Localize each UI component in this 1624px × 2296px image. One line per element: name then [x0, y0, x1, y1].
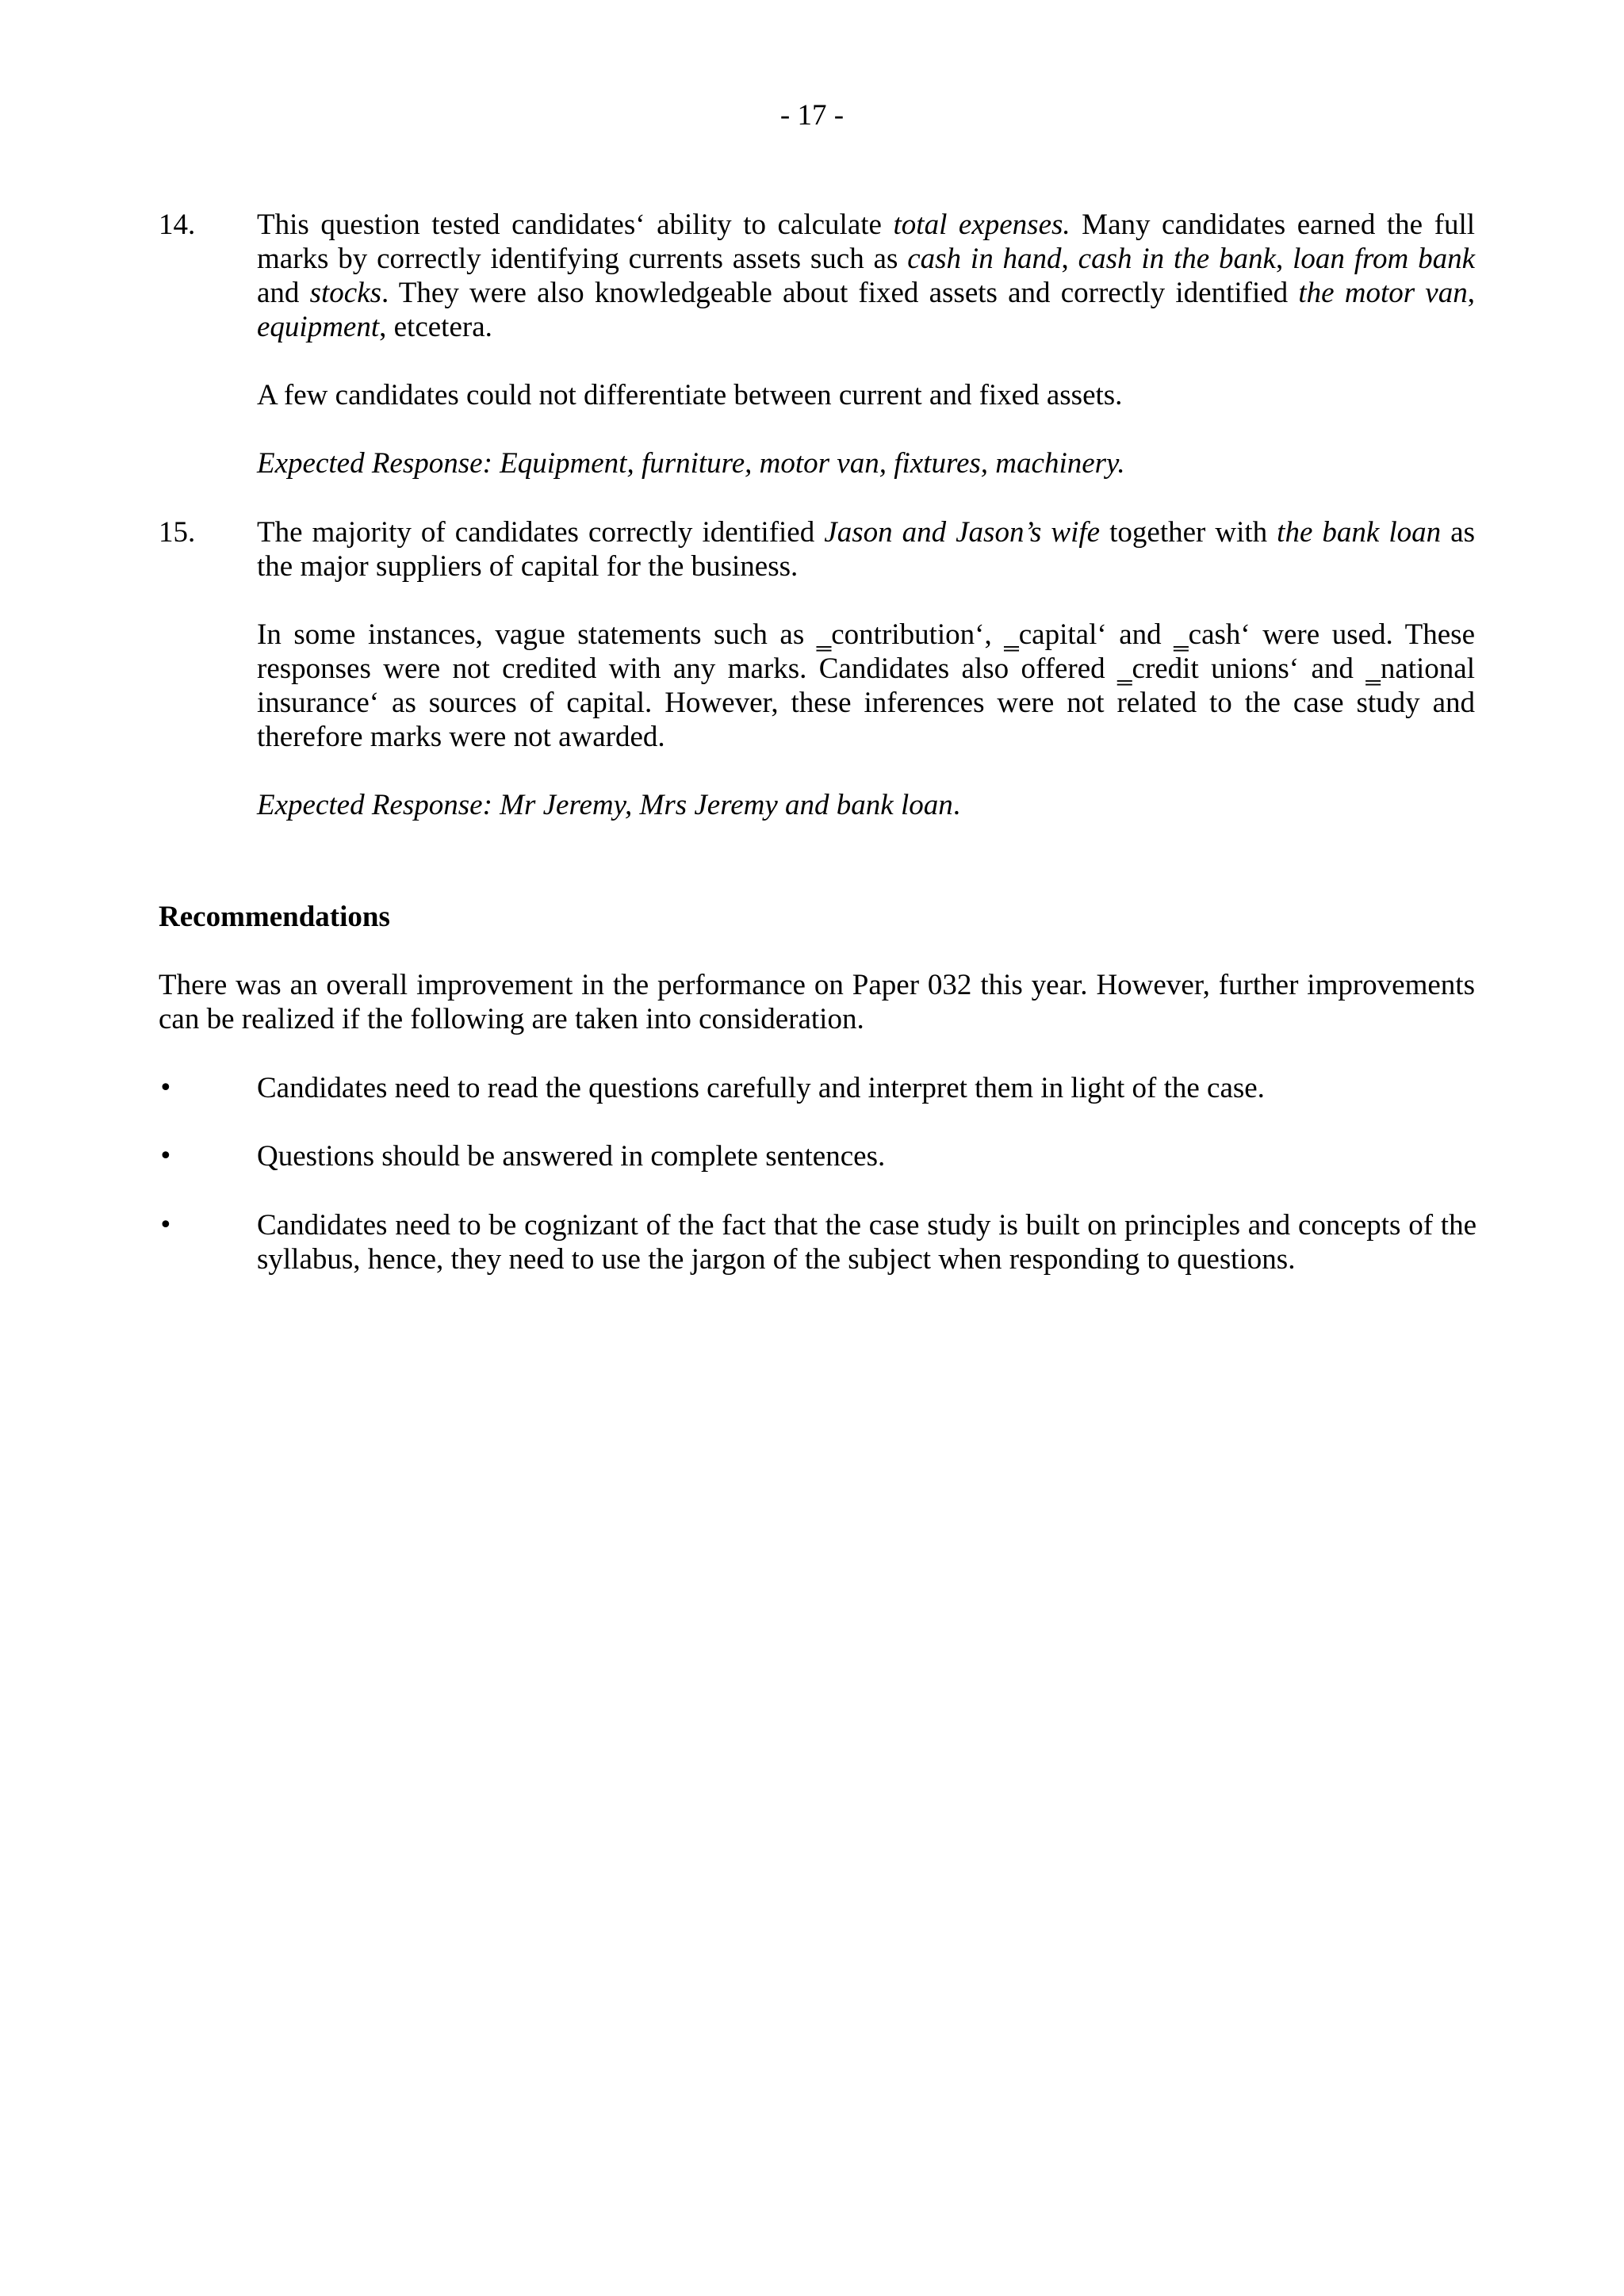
expected-response-text: Expected Response: Equipment, furniture, motor van, fixtures, machinery.: [257, 447, 1125, 480]
item-body: [257, 208, 1475, 480]
italic-term: total expenses.: [893, 209, 1071, 241]
text-run: together with: [1100, 516, 1277, 549]
text-run: ,: [1275, 243, 1293, 275]
text-run: ,: [1061, 243, 1078, 275]
item-number: 15.: [159, 516, 196, 549]
text-run: This question tested candidates‘ ability to calculate: [257, 209, 894, 241]
text-run: The majority of candidates correctly identified: [257, 516, 825, 549]
commentary-paragraph: A few candidates could not differentiate between current and fixed assets.: [257, 379, 1123, 411]
italic-term: loan from bank: [1293, 243, 1476, 275]
italic-term: the bank loan: [1277, 516, 1442, 549]
recommendations-intro: There was an overall improvement in the performance on Paper 032 this year. However, further improvements can be realized if the following are taken into consideration.: [159, 969, 1475, 1035]
item-number: 14.: [159, 209, 196, 241]
text-run: and: [257, 277, 310, 309]
bullet-text: Candidates need to be cognizant of the fact that the case study is built on principles and concepts of the syllabus, hence, they need to use the jargon of the subject when responding to questions.: [257, 1209, 1477, 1276]
expected-response: [257, 446, 1475, 480]
bullet-icon: •: [159, 1074, 173, 1102]
bullet-icon: •: [159, 1142, 173, 1170]
expected-response: [257, 788, 1475, 822]
commentary-paragraph: [257, 208, 1475, 344]
recommendations-heading: Recommendations: [159, 901, 390, 933]
commentary-paragraph: [257, 515, 1475, 584]
item-body: [257, 515, 1475, 822]
text-run: .: [952, 789, 961, 821]
text-run: , etcetera.: [379, 311, 492, 343]
italic-term: equipment: [257, 311, 380, 343]
italic-term: cash in hand: [907, 243, 1062, 275]
bullet-icon: •: [159, 1211, 173, 1239]
text-run: ,: [1467, 277, 1475, 309]
text-run: Many candidates earned the full marks by correctly identifying currents assets such as: [257, 209, 1475, 275]
bullet-text: Candidates need to read the questions carefully and interpret them in light of the case.: [257, 1072, 1265, 1104]
commentary-paragraph: In some instances, vague statements such as ‗contribution‘, ‗capital‘ and ‗cash‘ were used. These responses were not credited with any marks. Candidates also offered ‗credit unions‘ and ‗national insurance‘ as sources of capital. However, these inferences were not related to the case study and therefore marks were not awarded.: [257, 618, 1475, 753]
text-run: . They were also knowledgeable about fixed assets and correctly identified: [381, 277, 1299, 309]
italic-term: cash in the bank: [1078, 243, 1276, 275]
italic-term: the motor van: [1298, 277, 1468, 309]
text-run: as the major suppliers of capital for the business.: [257, 516, 1475, 583]
expected-response-text: Expected Response: Mr Jeremy, Mrs Jeremy and bank loan: [257, 789, 953, 821]
italic-term: Jason and Jason’s wife: [824, 516, 1101, 549]
bullet-text: Questions should be answered in complete sentences.: [257, 1140, 886, 1173]
italic-term: stocks: [309, 277, 382, 309]
page-number: - 17 -: [779, 99, 845, 132]
